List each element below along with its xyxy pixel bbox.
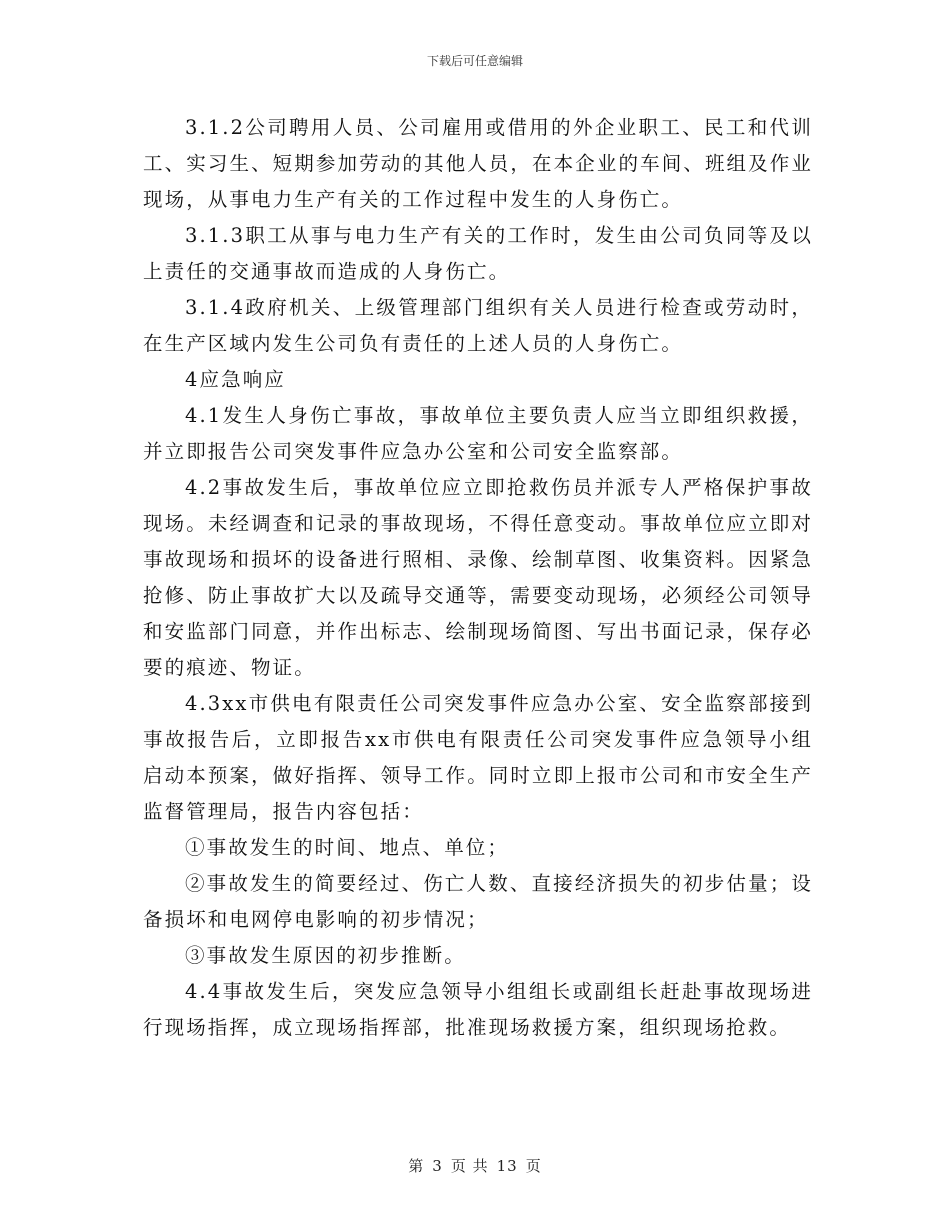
section-heading-4: 4应急响应 bbox=[185, 368, 286, 391]
paragraph-3-1-3: 3.1.3职工从事与电力生产有关的工作时，发生由公司负同等及以上责任的交通事故而造成的人身伤亡。 bbox=[143, 224, 813, 283]
paragraph-3-1-4: 3.1.4政府机关、上级管理部门组织有关人员进行检查或劳动时，在生产区域内发生公司负有责任的上述人员的人身伤亡。 bbox=[143, 296, 813, 355]
list-item-3: ③事故发生原因的初步推断。 bbox=[185, 944, 466, 967]
footer-suffix: 页 bbox=[525, 1157, 542, 1175]
paragraph-3-1-2: 3.1.2公司聘用人员、公司雇用或借用的外企业职工、民工和代训工、实习生、短期参加劳动的其他人员，在本企业的车间、班组及作业现场，从事电力生产有关的工作过程中发生的人身伤亡。 bbox=[143, 116, 813, 211]
header-note: 下载后可任意编辑 bbox=[426, 54, 523, 68]
paragraph-4-1: 4.1发生人身伤亡事故，事故单位主要负责人应当立即组织救援，并立即报告公司突发事件应急办公室和公司安全监察部。 bbox=[143, 404, 813, 463]
footer-middle: 页 共 bbox=[450, 1157, 489, 1175]
paragraph-4-3: 4.3xx市供电有限责任公司突发事件应急办公室、安全监察部接到事故报告后，立即报告xx市供电有限责任公司突发事件应急领导小组启动本预案，做好指挥、领导工作。同时立即上报市公司和市安全生产监督管理局，报告内容包括： bbox=[143, 692, 813, 823]
footer-prefix: 第 bbox=[408, 1157, 425, 1175]
total-pages: 13 bbox=[496, 1157, 518, 1175]
paragraph-4-4: 4.4事故发生后，突发应急领导小组组长或副组长赶赴事故现场进行现场指挥，成立现场指挥部，批准现场救援方案，组织现场抢救。 bbox=[143, 980, 813, 1039]
document-body bbox=[143, 110, 813, 1046]
list-item-1: ①事故发生的时间、地点、单位； bbox=[185, 836, 510, 859]
page-number: 3 bbox=[432, 1157, 443, 1175]
page-footer bbox=[0, 1155, 950, 1176]
list-item-2: ②事故发生的简要经过、伤亡人数、直接经济损失的初步估量；设备损坏和电网停电影响的初步情况； bbox=[143, 872, 813, 931]
paragraph-4-2: 4.2事故发生后，事故单位应立即抢救伤员并派专人严格保护事故现场。未经调查和记录的事故现场，不得任意变动。事故单位应立即对事故现场和损坏的设备进行照相、录像、绘制草图、收集资料。因紧急抢修、防止事故扩大以及疏导交通等，需要变动现场，必须经公司领导和安监部门同意，并作出标志、绘制现场简图、写出书面记录，保存必要的痕迹、物证。 bbox=[143, 476, 813, 679]
